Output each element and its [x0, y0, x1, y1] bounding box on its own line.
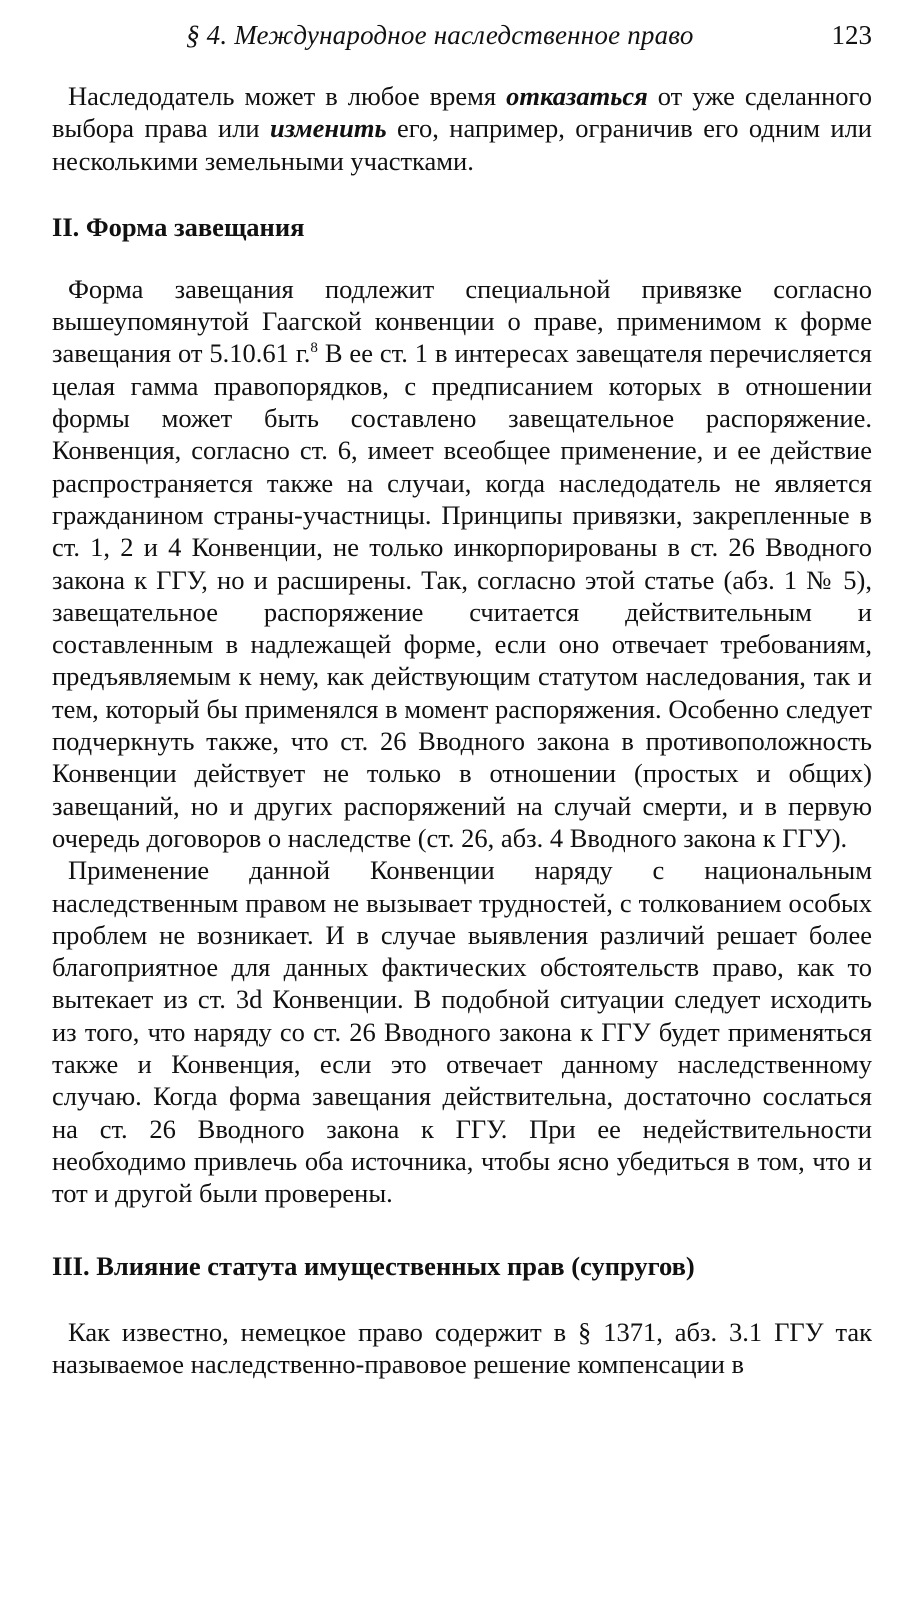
text-run: Наследодатель может в любое время: [68, 81, 507, 111]
paragraph-hague-convention: [52, 273, 872, 854]
text-run: В ее ст. 1 в интересах завещателя перечисляется целая гамма правопорядков, с предписанием которых в отношении формы может быть составлено завещательное распоряжение. Конвенция, согласно ст. 6, имеет всеобщее применение, и ее действие распространяется также на случаи, когда наследодатель не является гражданином страны-участницы. Принципы привязки, закрепленные в ст. 1, 2 и 4 Конвенции, не только инкорпорированы в ст. 26 Вводного закона к ГГУ, но и расширены. Так, согласно этой статье (абз. 1 № 5), завещательное распоряжение считается действительным и составленным в надлежащей форме, если оно отвечает требованиям, предъявляемым к нему, как действующим статутом наследования, так и тем, который бы применялся в момент распоряжения. Особенно следует подчеркнуть также, что ст. 26 Вводного закона в противоположность Конвенции действует не только в отношении (простых и общих) завещаний, но и других распоряжений на случай смерти, и в первую очередь договоров о наследстве (ст. 26, абз. 4 Вводного закона к ГГУ).: [52, 338, 872, 853]
paragraph-withdraw-choice: [52, 80, 872, 177]
emphasis-withdraw: отказаться: [506, 81, 648, 111]
section-heading-will-form: II. Форма завещания: [52, 211, 305, 242]
footnote-reference: 8: [310, 340, 318, 357]
paragraph-convention-application: Применение данной Конвенции наряду с национальным наследственным правом не вызывает трудностей, с толкованием особых проблем не возникает. И в случае выявления различий решает более благоприятное для данных фактических обстоятельств право, как то вытекает из ст. 3d Конвенции. В подобной ситуации следует исходить из того, что наряду со ст. 26 Вводного закона к ГГУ будет применяться также и Конвенция, если это отвечает данному наследственному случаю. Когда форма завещания действительна, достаточно сослаться на ст. 26 Вводного закона к ГГУ. При ее недействительности необходимо привлечь оба источника, чтобы ясно убедиться в том, что и тот и другой были проверены.: [52, 855, 872, 1209]
page-number: 123: [831, 20, 872, 50]
text-run: от уже сделанного выбора права или: [52, 81, 872, 144]
paragraph-german-law: Как известно, немецкое право содержит в § 1371, абз. 3.1 ГГУ так называемое наследственно-правовое решение компенсации в: [52, 1316, 872, 1379]
running-header: [52, 14, 872, 58]
text-run: Форма завещания подлежит специальной привязке согласно вышеупомянутой Гаагской конвенции о праве, применимом к форме завещания от 5.10.61 г.: [52, 273, 872, 369]
running-title: § 4. Международное наследственное право: [186, 20, 694, 50]
section-heading-property-statute: III. Влияние статута имущественных прав (супругов): [52, 1250, 695, 1281]
text-run: его, например, ограничив его одним или несколькими земельными участками.: [52, 113, 872, 176]
book-page: [52, 14, 872, 1380]
emphasis-change: изменить: [270, 113, 387, 144]
